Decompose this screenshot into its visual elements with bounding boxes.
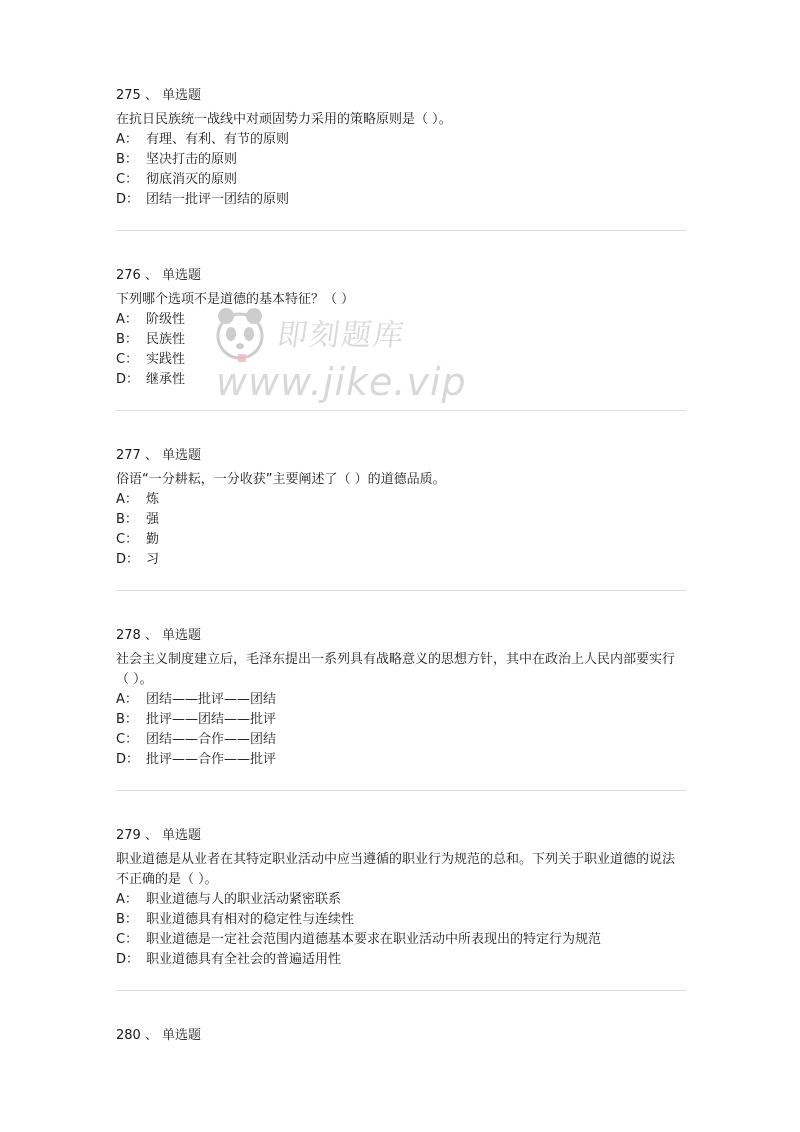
question-type: 单选题 (161, 448, 201, 463)
option-text: 坚决打击的原则 (146, 152, 238, 167)
question-type: 单选题 (161, 1028, 201, 1043)
question-number: 277 (116, 448, 141, 463)
option-letter: B： (116, 152, 138, 167)
option-text: 职业道德是一定社会范围内道德基本要求在职业活动中所表现出的特定行为规范 (146, 932, 602, 947)
option-letter: D： (116, 752, 140, 767)
question-header (116, 626, 686, 646)
question-header (116, 266, 686, 286)
question-header (116, 826, 686, 846)
option-text: 民族性 (146, 332, 186, 347)
question-divider (116, 410, 686, 411)
option-letter: C： (116, 172, 139, 187)
question-number: 279 (116, 828, 141, 843)
option-text: 职业道德具有全社会的普遍适用性 (146, 952, 342, 967)
option-letter: A： (116, 892, 138, 907)
question-279 (116, 826, 686, 1026)
option-text: 团结一批评一团结的原则 (146, 192, 290, 207)
question-separator: 、 (144, 88, 158, 103)
option-d[interactable] (116, 750, 686, 770)
question-275 (116, 86, 686, 266)
question-type: 单选题 (161, 268, 201, 283)
question-stem: 下列哪个选项不是道德的基本特征？（ ） (116, 292, 355, 307)
option-text: 强 (146, 512, 160, 527)
option-letter: B： (116, 912, 138, 927)
question-header (116, 446, 686, 466)
question-divider (116, 790, 686, 791)
option-d[interactable] (116, 950, 686, 970)
option-letter: D： (116, 952, 140, 967)
question-number: 280 (116, 1028, 141, 1043)
option-c[interactable] (116, 730, 686, 750)
question-divider (116, 590, 686, 591)
option-letter: D： (116, 552, 140, 567)
option-letter: C： (116, 732, 139, 747)
question-stem: 俗语“一分耕耘，一分收获”主要阐述了（ ）的道德品质。 (116, 472, 446, 487)
question-divider (116, 990, 686, 991)
question-277 (116, 446, 686, 626)
option-text: 勤 (146, 532, 160, 547)
watermark-url: www.jike.vip (216, 360, 467, 404)
question-separator: 、 (144, 268, 158, 283)
option-b[interactable] (116, 150, 686, 170)
option-text: 职业道德具有相对的稳定性与连续性 (146, 912, 355, 927)
question-number: 275 (116, 88, 141, 103)
option-d[interactable] (116, 550, 686, 570)
option-letter: A： (116, 492, 138, 507)
option-c[interactable] (116, 930, 686, 950)
option-c[interactable] (116, 350, 686, 370)
question-list (116, 86, 686, 1066)
question-number: 276 (116, 268, 141, 283)
question-number: 278 (116, 628, 141, 643)
option-b[interactable] (116, 710, 686, 730)
option-b[interactable] (116, 910, 686, 930)
option-b[interactable] (116, 330, 686, 350)
option-d[interactable] (116, 190, 686, 210)
question-type: 单选题 (161, 628, 201, 643)
option-a[interactable] (116, 310, 686, 330)
option-a[interactable] (116, 490, 686, 510)
question-stem: 职业道德是从业者在其特定职业活动中应当遵循的职业行为规范的总和。下列关于职业道德的说法不正确的是（ ）。 (116, 852, 676, 887)
option-text: 团结——合作——团结 (146, 732, 277, 747)
option-text: 团结——批评——团结 (146, 692, 277, 707)
question-separator: 、 (144, 1028, 158, 1043)
question-stem: 在抗日民族统一战线中对顽固势力采用的策略原则是（ ）。 (116, 112, 452, 127)
option-text: 继承性 (146, 372, 186, 387)
option-letter: C： (116, 532, 139, 547)
option-text: 批评——合作——批评 (146, 752, 277, 767)
watermark-brand: 即刻题库 (275, 318, 408, 353)
option-letter: A： (116, 312, 138, 327)
option-text: 阶级性 (146, 312, 186, 327)
option-letter: B： (116, 332, 138, 347)
option-text: 习 (146, 552, 160, 567)
option-letter: B： (116, 712, 138, 727)
question-280 (116, 1026, 686, 1066)
option-letter: B： (116, 512, 138, 527)
option-a[interactable] (116, 690, 686, 710)
option-text: 职业道德与人的职业活动紧密联系 (146, 892, 342, 907)
option-a[interactable] (116, 130, 686, 150)
option-a[interactable] (116, 890, 686, 910)
option-text: 彻底消灭的原则 (146, 172, 238, 187)
option-letter: A： (116, 132, 138, 147)
option-b[interactable] (116, 510, 686, 530)
question-type: 单选题 (161, 828, 201, 843)
question-separator: 、 (144, 828, 158, 843)
option-letter: D： (116, 372, 140, 387)
question-type: 单选题 (161, 88, 201, 103)
option-text: 批评——团结——批评 (146, 712, 277, 727)
option-letter: C： (116, 352, 139, 367)
option-d[interactable] (116, 370, 686, 390)
option-text: 炼 (146, 492, 160, 507)
question-278 (116, 626, 686, 826)
option-text: 实践性 (146, 352, 186, 367)
question-stem: 社会主义制度建立后，毛泽东提出一系列具有战略意义的思想方针，其中在政治上人民内部要实行（ ）。 (116, 652, 676, 687)
question-divider (116, 230, 686, 231)
question-276 (116, 266, 686, 446)
question-header (116, 1026, 686, 1046)
question-header (116, 86, 686, 106)
option-text: 有理、有利、有节的原则 (146, 132, 290, 147)
option-letter: C： (116, 932, 139, 947)
option-c[interactable] (116, 170, 686, 190)
option-letter: A： (116, 692, 138, 707)
option-letter: D： (116, 192, 140, 207)
question-separator: 、 (144, 448, 158, 463)
question-separator: 、 (144, 628, 158, 643)
option-c[interactable] (116, 530, 686, 550)
